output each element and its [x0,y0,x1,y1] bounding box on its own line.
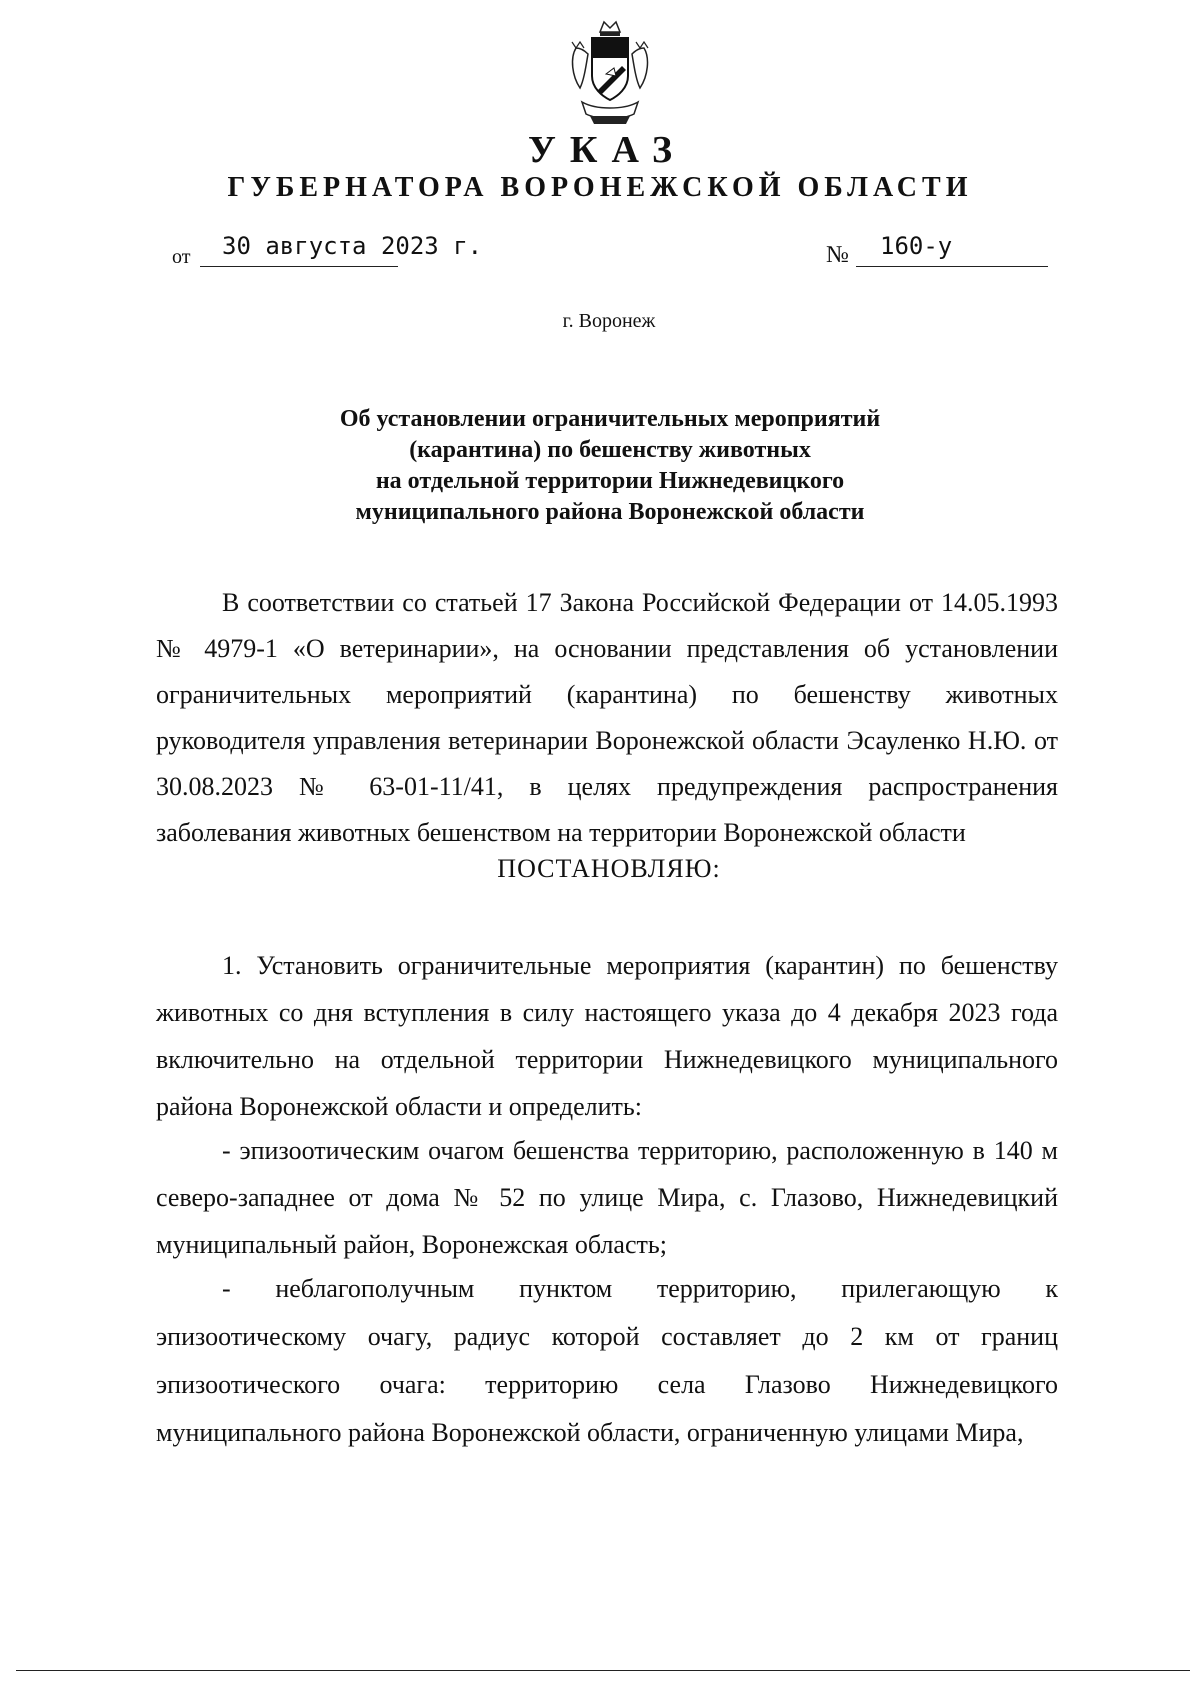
document-number: 160-у [880,232,953,260]
subject-line: на отдельной территории Нижнедевицкого [375,468,845,494]
document-city: г. Воронеж [562,310,656,332]
date-prefix: от [172,246,191,268]
epizootic-focus-paragraph: - эпизоотическим очагом бешенства территорию, расположенную в 140 м северо-западнее от дома № 52 по улице Мира, с. Глазово, Нижнедевицкий муниципальный район, Воронежская область; [156,1136,1058,1259]
document-title: УКАЗ [528,129,686,171]
subject-line: муниципального района Воронежской области [355,499,865,525]
number-underline [856,266,1048,267]
date-underline [200,266,398,267]
page-bottom-rule [16,1670,1190,1671]
coat-of-arms-emblem [562,18,658,130]
decree-heading: ПОСТАНОВЛЯЮ: [497,854,721,883]
subject-line: Об установлении ограничительных мероприятий [339,406,881,432]
preamble-paragraph: В соответствии со статьей 17 Закона Российской Федерации от 14.05.1993 № 4979-1 «О ветеринарии», на основании представления об установлении ограничительных мероприятий (карантина) по бешенству животных руководителя управления ветеринарии Воронежской области Эсауленко Н.Ю. от 30.08.2023 № 63-01-11/41, в целях предупреждения распространения заболевания животных бешенством на территории Воронежской области [156,588,1058,847]
document-date: 30 августа 2023 г. [222,232,483,260]
unfavorable-area-paragraph: - неблагополучным пунктом территорию, прилегающую к эпизоотическому очагу, радиус которой составляет до 2 км от границ эпизоотического очага: территорию села Глазово Нижнедевицкого муниципального района Воронежской области, ограниченную улицами Мира, [156,1274,1058,1447]
subject-line: (карантина) по бешенству животных [409,437,811,463]
item-1-paragraph: 1. Установить ограничительные мероприятия (карантин) по бешенству животных со дня вступления в силу настоящего указа до 4 декабря 2023 года включительно на отдельной территории Нижнедевицкого муниципального района Воронежской области и определить: [156,951,1058,1121]
date-number-row [0,232,1200,272]
document-subject [300,404,920,528]
number-prefix: № [826,242,849,268]
document-issuer: ГУБЕРНАТОРА ВОРОНЕЖСКОЙ ОБЛАСТИ [227,172,973,203]
